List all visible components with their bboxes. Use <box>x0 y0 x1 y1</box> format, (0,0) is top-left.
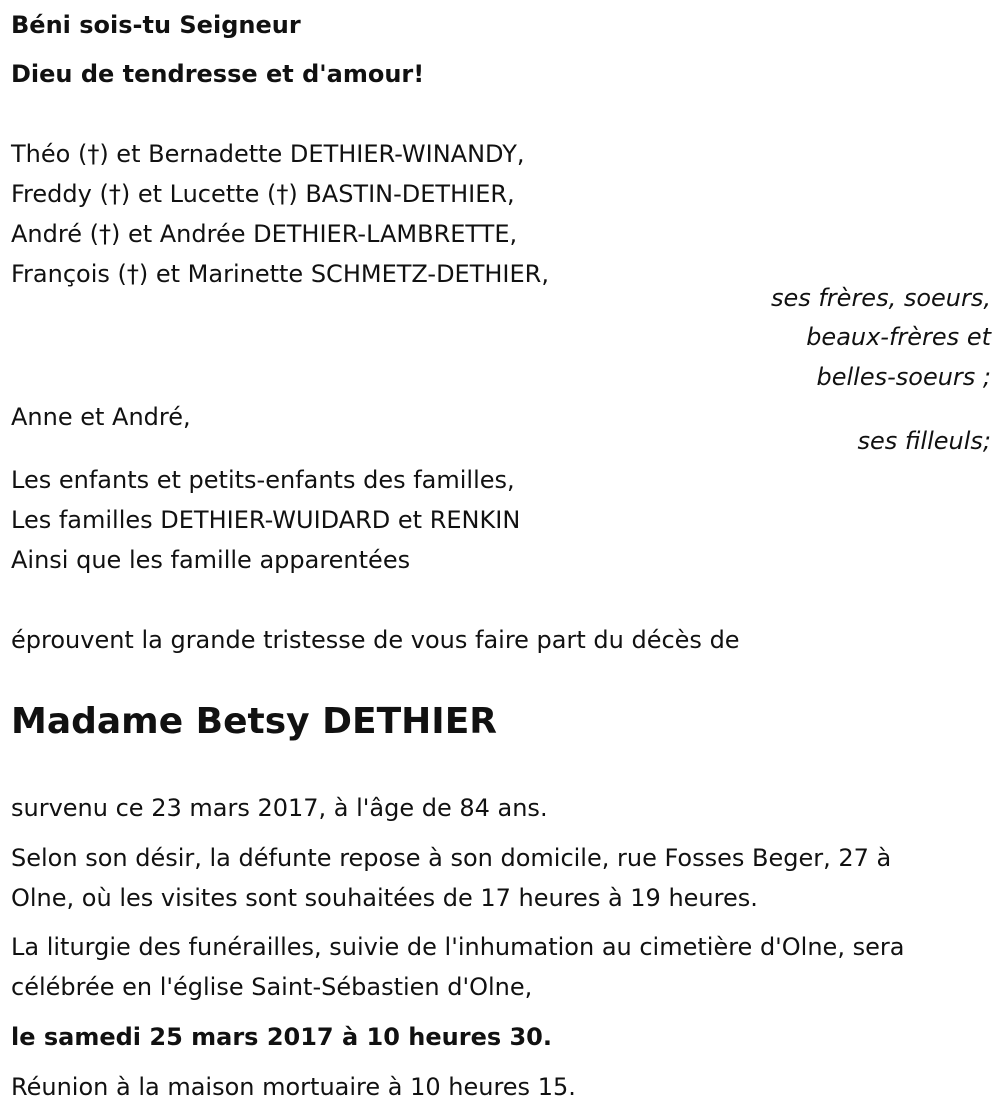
sibling-line-4: François (†) et Marinette SCHMETZ-DETHIER, <box>11 260 549 288</box>
liturgy-line-1: La liturgie des funérailles, suivie de l'inhumation au cimetière d'Olne, sera <box>11 933 905 961</box>
meeting-details: Réunion à la maison mortuaire à 10 heures 15. <box>11 1073 576 1101</box>
funeral-date: le samedi 25 mars 2017 à 10 heures 30. <box>11 1023 552 1051</box>
death-details: survenu ce 23 mars 2017, à l'âge de 84 ans. <box>11 794 548 822</box>
sibling-line-1: Théo (†) et Bernadette DETHIER-WINANDY, <box>11 140 525 168</box>
announcement-text: éprouvent la grande tristesse de vous faire part du décès de <box>11 626 740 654</box>
family-line-1: Les enfants et petits-enfants des familles, <box>11 466 515 494</box>
rest-details-line-2: Olne, où les visites sont souhaitées de 17 heures à 19 heures. <box>11 884 758 912</box>
prayer-line-2: Dieu de tendresse et d'amour! <box>11 60 425 88</box>
siblings-role-line-1: ses frères, soeurs, <box>770 284 991 312</box>
sibling-line-2: Freddy (†) et Lucette (†) BASTIN-DETHIER, <box>11 180 515 208</box>
family-line-2: Les familles DETHIER-WUIDARD et RENKIN <box>11 506 521 534</box>
prayer-line-1: Béni sois-tu Seigneur <box>11 11 301 39</box>
deceased-name: Madame Betsy DETHIER <box>11 701 497 742</box>
siblings-role-line-2: beaux-frères et <box>806 323 991 351</box>
godchildren-role: ses filleuls; <box>857 427 991 455</box>
siblings-role-line-3: belles-soeurs ; <box>816 363 991 391</box>
sibling-line-3: André (†) et Andrée DETHIER-LAMBRETTE, <box>11 220 518 248</box>
family-line-3: Ainsi que les famille apparentées <box>11 546 411 574</box>
godchildren-names: Anne et André, <box>11 403 191 431</box>
liturgy-line-2: célébrée en l'église Saint-Sébastien d'Olne, <box>11 973 533 1001</box>
rest-details-line-1: Selon son désir, la défunte repose à son domicile, rue Fosses Beger, 27 à <box>11 844 892 872</box>
